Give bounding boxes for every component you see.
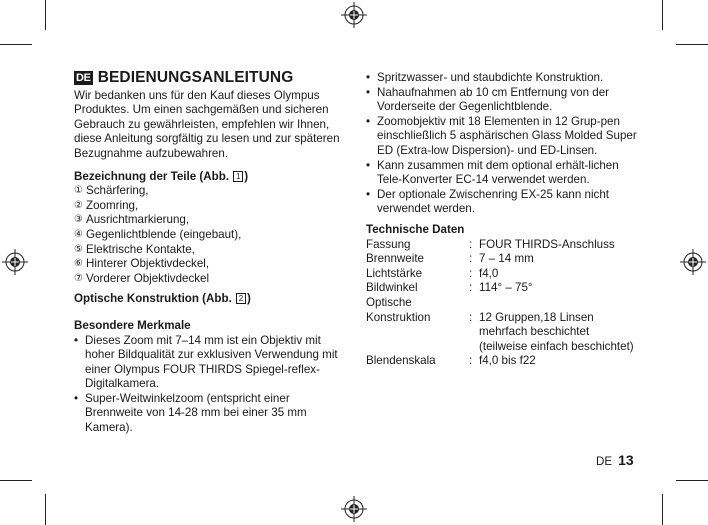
registration-mark-icon bbox=[341, 2, 367, 28]
list-item: • Dieses Zoom mit 7–14 mm ist ein Objektiv mit hoher Bildqualität zur exklusiven Verwendung mit einer Olympus FOUR THIRDS Spiegel-reflex-Digitalkamera. bbox=[74, 334, 346, 392]
registration-mark-icon bbox=[341, 496, 367, 522]
crop-mark bbox=[662, 494, 663, 525]
crop-mark bbox=[0, 480, 32, 481]
table-row: Bildwinkel : 114° – 75° bbox=[366, 281, 533, 295]
crop-mark bbox=[676, 44, 708, 45]
parts-heading: Bezeichnung der Teile (Abb. 1 ) bbox=[74, 169, 249, 183]
crop-mark bbox=[45, 0, 46, 30]
page-title: BEDIENUNGSANLEITUNG bbox=[97, 69, 294, 86]
list-item: ⑦ Vorderer Objektivdeckel bbox=[74, 271, 210, 285]
list-item: • Super-Weitwinkelzoom (entspricht einer Brennweite von 14-28 mm bei einer 35 mm Kamera). bbox=[74, 392, 346, 436]
left-column bbox=[74, 71, 346, 436]
table-row: Optische bbox=[366, 295, 412, 309]
crop-mark bbox=[45, 494, 46, 525]
features-heading: Besondere Merkmale bbox=[74, 318, 191, 332]
registration-mark-icon bbox=[680, 249, 706, 275]
table-row: Blendenskala : f4,0 bis f22 bbox=[366, 354, 536, 368]
crop-mark bbox=[662, 0, 663, 30]
list-item: • Der optionale Zwischenring EX-25 kann nicht verwendet werden. bbox=[366, 188, 638, 217]
title-row bbox=[74, 71, 346, 86]
list-item: • Spritzwasser- und staubdichte Konstruktion. bbox=[366, 71, 638, 86]
list-item: ⑥ Hinterer Objektivdeckel, bbox=[74, 257, 210, 271]
features-list-right bbox=[366, 71, 638, 217]
intro-paragraph: Wir bedanken uns für den Kauf dieses Olympus Produktes. Um einen sachgemäßen und sicheren Gebrauch zu gewährleisten, empfehlen wir Ihnen, diese Anleitung sorgfältig zu lesen und zur späteren Bezugnahme aufzubewahren. bbox=[74, 88, 340, 160]
list-item: ② Zoomring, bbox=[74, 198, 139, 212]
crop-mark bbox=[0, 44, 32, 45]
table-row: Konstruktion : 12 Gruppen,18 Linsen mehrfach beschichtet (teilweise einfach beschichtet) bbox=[366, 310, 634, 353]
registration-mark-icon bbox=[2, 249, 28, 275]
specs-table bbox=[366, 238, 638, 369]
table-row: Fassung : FOUR THIRDS-Anschluss bbox=[366, 237, 615, 251]
table-row: Brennweite : 7 – 14 mm bbox=[366, 252, 534, 266]
right-column bbox=[366, 71, 638, 369]
figure-ref: 1 bbox=[233, 171, 243, 182]
list-item: ⑤ Elektrische Kontakte, bbox=[74, 242, 195, 256]
optics-heading: Optische Konstruktion (Abb. 2 ) bbox=[74, 292, 251, 306]
parts-list bbox=[74, 184, 346, 286]
list-item: • Kann zusammen mit dem optional erhält-lichen Tele-Konverter EC-14 verwendet werden. bbox=[366, 159, 638, 188]
list-item: ① Schärfering, bbox=[74, 184, 149, 198]
crop-mark bbox=[676, 480, 708, 481]
features-list-left bbox=[74, 334, 346, 436]
list-item: • Zoomobjektiv mit 18 Elementen in 12 Grup-pen einschließlich 5 asphärischen Glass Molded Super ED (Extra-low Dispersion)- und ED-Linsen. bbox=[366, 115, 638, 159]
list-item: • Nahaufnahmen ab 10 cm Entfernung von der Vorderseite der Gegenlichtblende. bbox=[366, 86, 638, 115]
list-item: ④ Gegenlichtblende (eingebaut), bbox=[74, 227, 242, 241]
figure-ref: 2 bbox=[236, 293, 246, 304]
page-number: 13 bbox=[618, 452, 634, 468]
footer-language: DE bbox=[596, 455, 613, 468]
list-item: ③ Ausrichtmarkierung, bbox=[74, 213, 190, 227]
page-footer bbox=[596, 452, 634, 468]
specs-heading: Technische Daten bbox=[366, 222, 465, 236]
language-badge: DE bbox=[76, 72, 91, 85]
table-row: Lichtstärke : f4,0 bbox=[366, 266, 499, 280]
